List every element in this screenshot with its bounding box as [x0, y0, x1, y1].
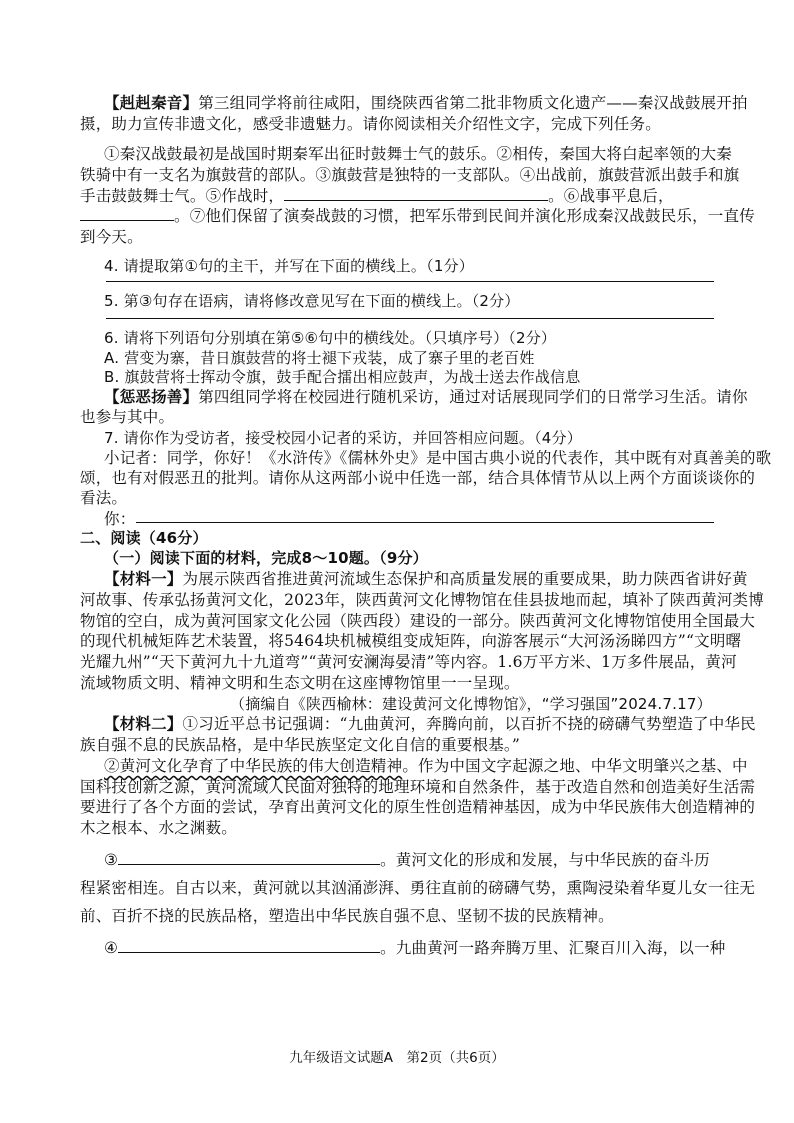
reading-heading: 二、阅读（46分）: [80, 529, 208, 547]
question-5: 5. 第③句存在语病，请将修改意见写在下面的横线上。（2分）: [104, 292, 520, 310]
material2-para2-line2: 国科技创新之源，黄河流域人民面对独特的地理环境和自然条件，基于改造自然和创造美好生活需: [80, 778, 756, 796]
material2-para3-line3: 前、百折不挠的民族品格，塑造出中华民族自强不息、坚韧不拔的民族精神。: [80, 907, 614, 925]
para4-number: ④: [104, 939, 119, 957]
section2-intro-line1: 【惩恶扬善】第四组同学将在校园进行随机采访，通过对话展现同学们的日常学习生活。请你: [104, 387, 748, 406]
passage-line1: ①秦汉战鼓最初是战国时期秦军出征时鼓舞士气的鼓乐。②相传，秦国大将白起率领的大秦: [104, 145, 733, 163]
passage-line2: 铁骑中有一支名为旗鼓营的部队。③旗鼓营是独特的一支部队。④出战前，旗鼓营派出鼓手和旗: [80, 166, 740, 184]
section1-intro-line1: 【赳赳秦音】第三组同学将前往咸阳，围绕陕西省第二批非物质文化遗产——秦汉战鼓展开拍: [104, 93, 748, 112]
section1-tag: 【赳赳秦音】: [104, 93, 199, 112]
passage-line5: 到今天。: [80, 228, 143, 246]
material1-line4: 的现代机械矩阵艺术装置，将5464块机械模组变成矩阵，向游客展示“大河汤汤睇四方”“文明曙: [80, 632, 742, 650]
question-7: 7. 请你作为受访者，接受校园小记者的采访，并回答相应问题。（4分）: [104, 429, 582, 447]
reporter-line2: 颂，也有对假恶丑的批判。请你从这两部小说中任选一部，结合具体情节从以上两个方面谈谈你的: [80, 469, 756, 487]
section2-tag: 【惩恶扬善】: [104, 387, 199, 406]
section1-intro-line2: 摄，助力宣传非遗文化，感受非遗魅力。请你阅读相关介绍性文字，完成下列任务。: [80, 115, 661, 133]
para4-rest: 。九曲黄河一路奔腾万里、汇聚百川入海，以一种: [380, 939, 726, 957]
material2-para2-line4: 木之根本、水之渊薮。: [80, 819, 238, 837]
material2-para2-line1: ②黄河文化孕育了中华民族的伟大创造精神。作为中国文字起源之地、中华文明肇兴之基、中: [104, 757, 748, 775]
question-6: 6. 请将下列语句分别填在第⑤⑥句中的横线处。（只填序号）（2分）: [104, 329, 557, 347]
material2-line2: 族自强不息的民族品格，是中华民族坚定文化自信的重要根基。”: [80, 736, 520, 754]
wavy-underlined-sentence: ②黄河文化孕育了中华民族的伟大创造精神: [104, 757, 403, 775]
passage-line3: 手击鼓鼓舞士气。⑤作战时， 。⑥战事平息后，: [80, 187, 674, 205]
page-footer: 九年级语文试题A 第2页（共6页）: [289, 1050, 505, 1066]
interviewee-label: 你：: [104, 510, 136, 528]
section2-intro-line2: 也参与其中。: [80, 408, 175, 426]
material2-tag: 【材料二】: [104, 714, 183, 733]
material2-line1: 【材料二】①习近平总书记强调：“九曲黄河，奔腾向前，以百折不挠的磅礴气势塑造了中华民: [104, 714, 756, 733]
para3-number: ③: [104, 851, 119, 869]
material1-line1: 【材料一】为展示陕西省推进黄河流域生态保护和高质量发展的重要成果，助力陕西省讲好黄: [104, 569, 748, 588]
material2-para2-line3: 要进行了各个方面的尝试，孕育出黄河文化的原生性创造精神基因，成为中华民族伟大创造精神的: [80, 798, 756, 816]
option-a: A. 营变为寨，昔日旗鼓营的将士褪下戎装，成了寨子里的老百姓: [104, 349, 535, 367]
passage-line4: 。⑦他们保留了演奏战鼓的习惯，把军乐带到民间并演化形成秦汉战鼓民乐，一直传: [80, 206, 755, 226]
reading-subheading: （一）阅读下面的材料，完成8～10题。（9分）: [104, 549, 428, 567]
material1-line6: 流域物质文明、精神文明和生态文明在这座博物馆里一一呈现。: [80, 674, 520, 692]
material1-tag: 【材料一】: [104, 569, 183, 588]
option-b: B. 旗鼓营将士挥动令旗，鼓手配合擂出相应鼓声，为战士送去作战信息: [104, 368, 581, 386]
material1-line3: 物馆的空白，成为黄河国家文化公园（陕西段）建设的一部分。陕西黄河文化博物馆使用全国最大: [80, 612, 756, 630]
material1-source: （摘编自《陕西榆林：建设黄河文化博物馆》，“学习强国”2024.7.17）: [230, 695, 712, 713]
material1-line5: 光耀九州”“天下黄河九十九道弯”“黄河安澜海晏清”等内容。1.6万平方米、1万多件展品，黄河: [80, 653, 737, 671]
reporter-line3: 看法。: [80, 489, 128, 507]
material1-line2: 河故事、传承弘扬黄河文化，2023年，陕西黄河文化博物馆在佳县拔地而起，填补了陕西黄河类博: [80, 591, 764, 609]
para3-rest: 。黄河文化的形成和发展，与中华民族的奋斗历: [380, 851, 710, 869]
material2-para3-line2: 程紧密相连。自古以来，黄河就以其汹涌澎湃、勇往直前的磅礴气势，熏陶浸染着华夏儿女一往无: [80, 879, 756, 897]
question-4: 4. 请提取第①句的主干，并写在下面的横线上。（1分）: [104, 257, 474, 275]
reporter-line1: 小记者：同学，你好！《水浒传》《儒林外史》是中国古典小说的代表作，其中既有对真善美的歌: [104, 449, 772, 467]
